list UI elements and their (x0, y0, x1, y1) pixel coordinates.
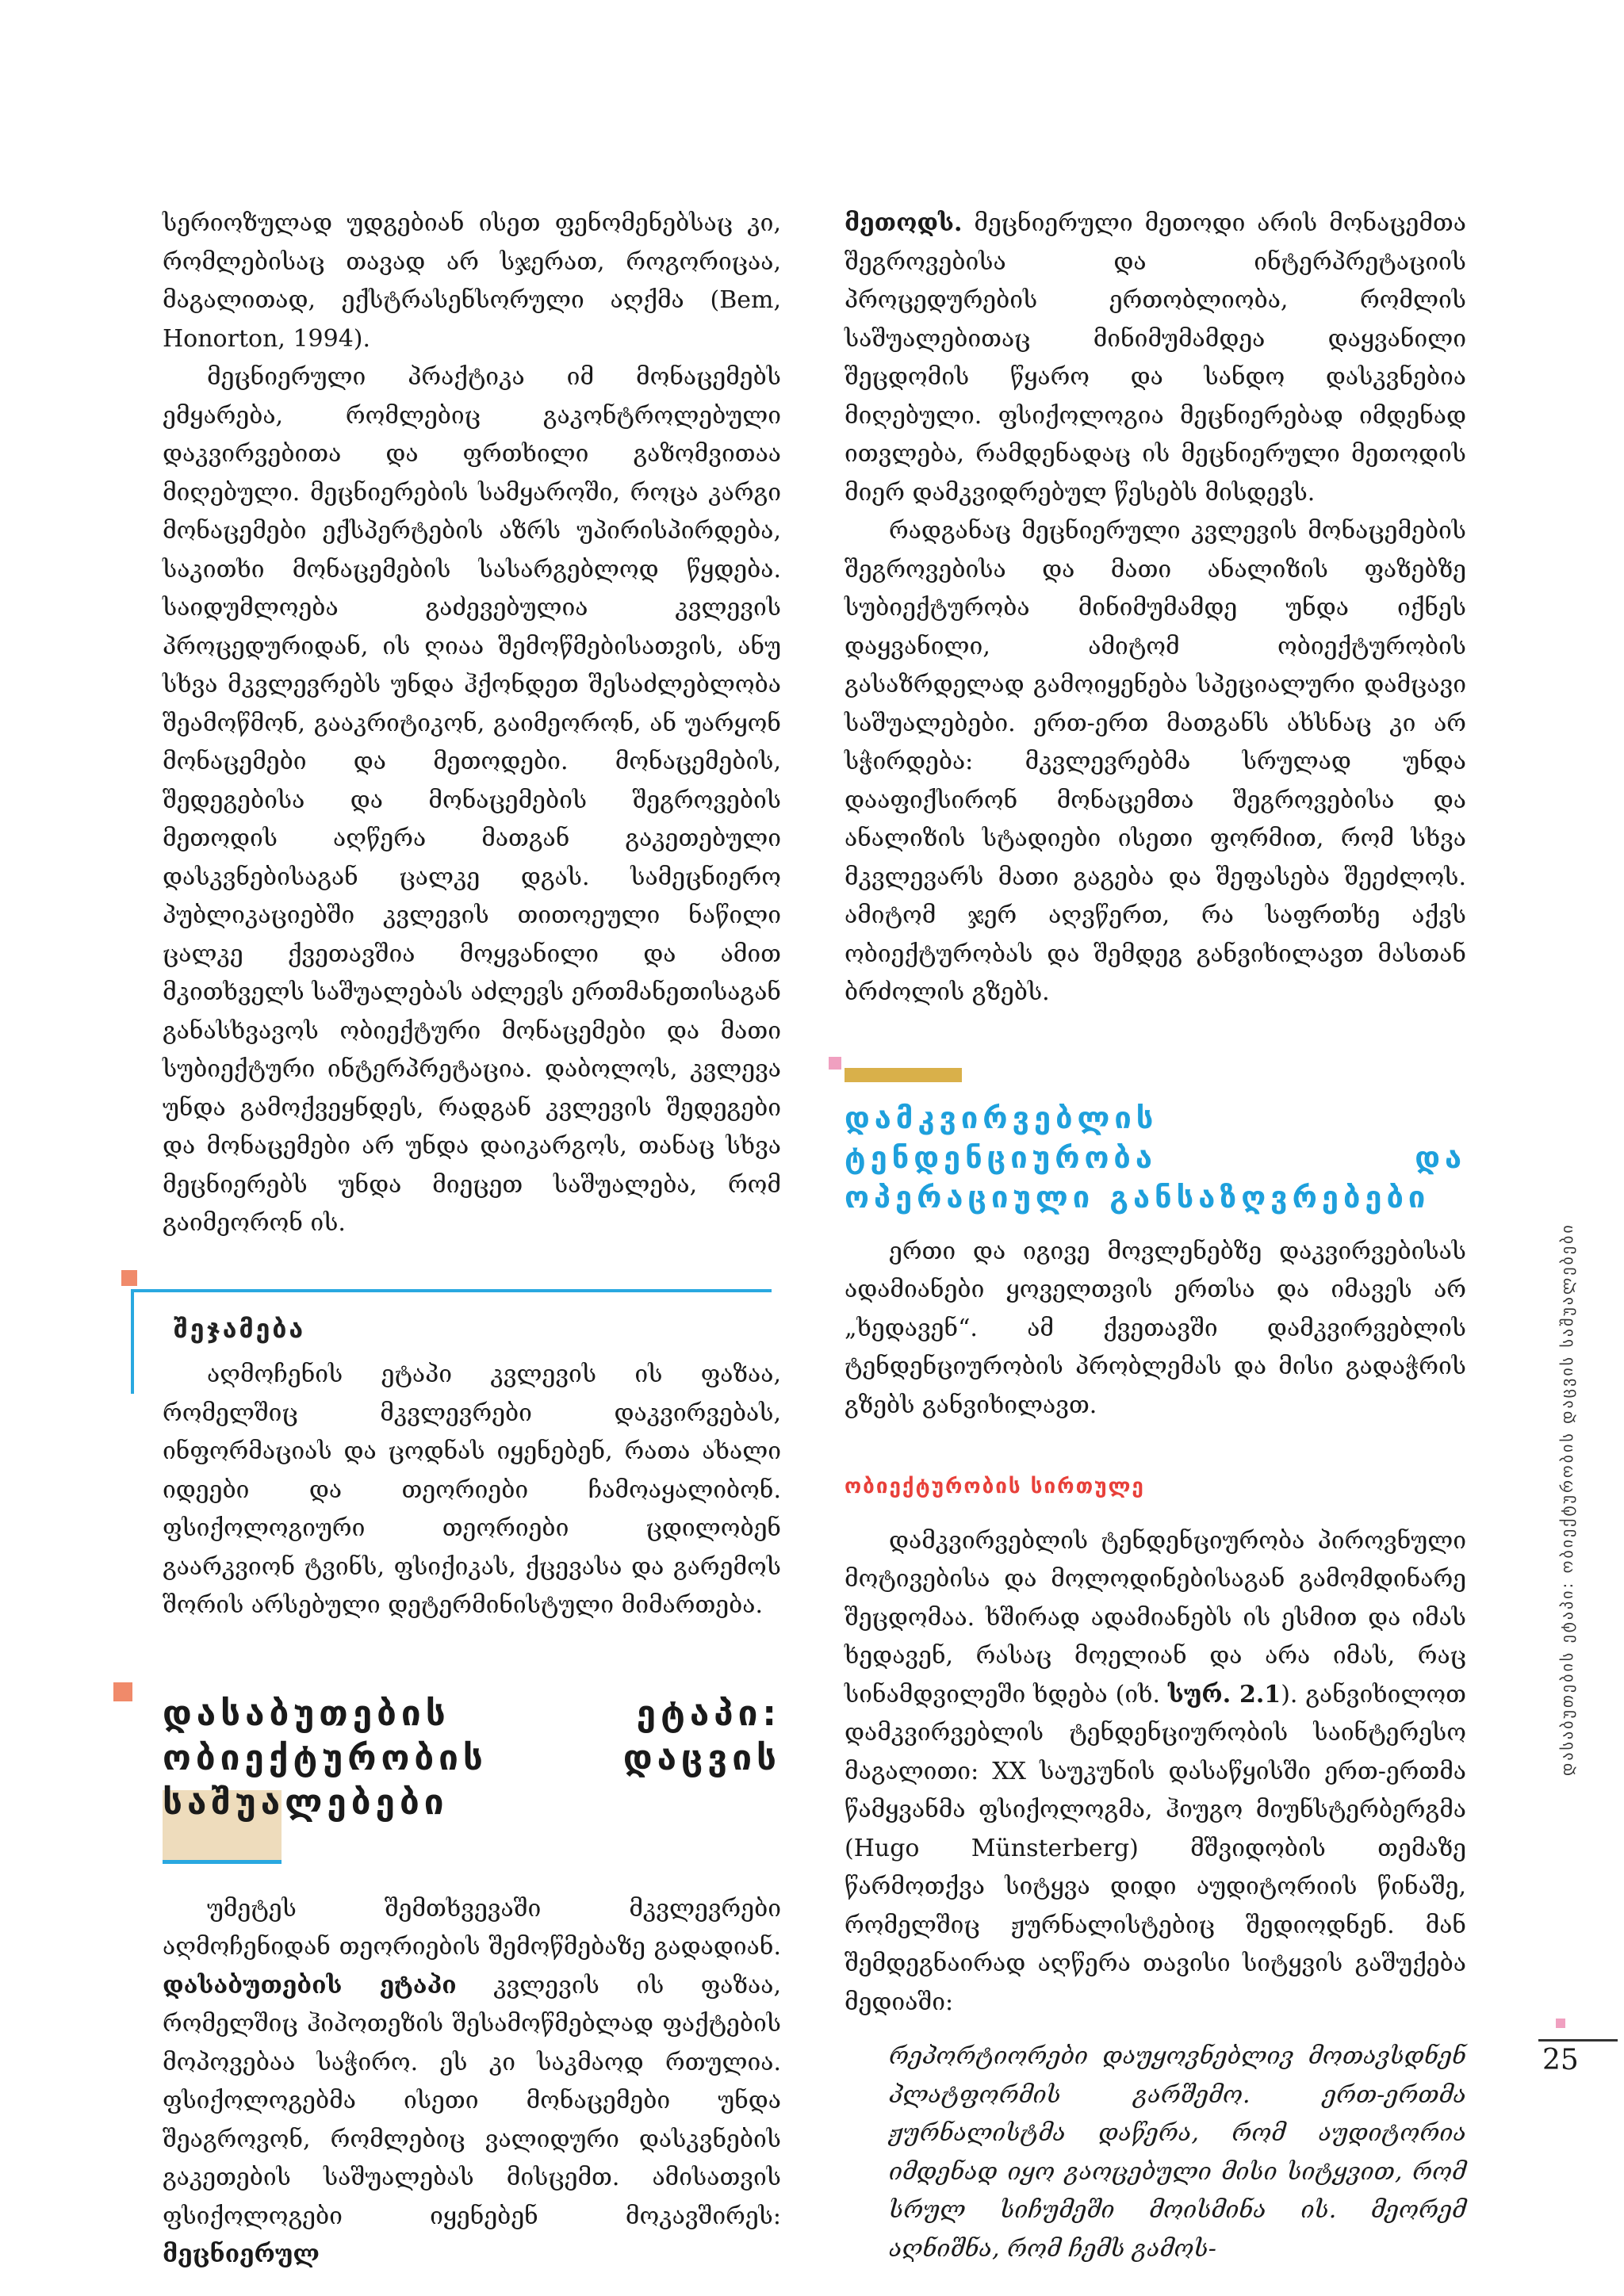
heading-underline (163, 1860, 282, 1864)
bold-term: დასაბუთების ეტაპი (163, 1971, 457, 1999)
summary-box (163, 1289, 781, 1625)
text-run: მეცნიერული მეთოდი არის მონაცემთა შეგროვებისა და ინტერპრეტაციის პროცედურების ერთობლიობა, რომლის საშუალებითაც მინიმუმამდეა დაყვანილი შეცდომის წყარო და სანდო დასკვნებია მიღებული. ფსიქოლოგია მეცნიერებად იმდენად ითვლება, რამდენადაც ის მეცნიერული მეთოდის მიერ დამკვიდრებულ წესებს მისდევს. (845, 209, 1466, 507)
square-marker-icon (121, 1270, 137, 1286)
right-column (845, 205, 1466, 2268)
square-marker-icon (829, 1057, 841, 1070)
box-top-rule (131, 1289, 772, 1292)
summary-title: შეჯამება (174, 1313, 306, 1344)
paragraph (845, 1522, 1466, 2022)
paragraph: მეცნიერული პრაქტიკა იმ მონაცემებს ემყარება, რომლებიც გაკონტროლებული დაკვირვებითა და ფრთხილი გაზომვითაა მიღებული. მეცნიერების სამყაროში, როცა კარგი მონაცემები ექსპერტების აზრს უპირისპირდება, საკითხი მონაცემების სასარგებლოდ წყდება. საიდუმლოება გაძევებულია კვლევის პროცედურიდან, ის ღიაა შემოწმებისათვის, ანუ სხვა მკვლევრებს უნდა ჰქონდეთ შესაძლებლობა შეამოწმონ, გააკრიტიკონ, გაიმეორონ, ან უარყონ მონაცემები და მეთოდები. მონაცემების, შედეგებისა და მონაცემების შეგროვების მეთოდის აღწერა მათგან გაკეთებული დასკვნებისაგან ცალკე დგას. სამეცნიერო პუბლიკაციებში კვლევის თითოეული ნაწილი ცალკე ქვეთავშია მოყვანილი და ამით მკითხველს საშუალებას აძლევს ერთმანეთისაგან განასხვავოს ობიექტური მონაცემები და მათი სუბიექტური ინტერპრეტაცია. დაბოლოს, კვლევა უნდა გამოქვეყნდეს, რადგან კვლევის შედეგები და მონაცემები არ უნდა დაიკარგოს, თანაც სხვა მეცნიერებს უნდა მიეცეთ საშუალება, რომ გაიმეორონ ის. (163, 363, 781, 1237)
page-number: 25 (1542, 2044, 1579, 2076)
bold-term: მეთოდს. (845, 209, 963, 237)
summary-text: აღმოჩენის ეტაპი კვლევის ის ფაზაა, რომელშიც მკვლევრები დაკვირვებას, ინფორმაციას და ცოდნას იყენებენ, რათა ახალი იდეები და თეორიები ჩამოაყალიბონ. ფსიქოლოგიური თეორიები ცდილობენ გაარკვიონ ტვინს, ფსიქიკას, ქცევასა და გარემოს შორის არსებული დეტერმინისტული მიმართება. (163, 1360, 781, 1619)
block-quote: რეპორტიორები დაუყოვნებლივ მოთავსდნენ პლატფორმის გარშემო. ერთ-ერთმა ჟურნალისტმა დაწერა, რომ აუდიტორია იმდენად იყო გაოცებული მისი სიტყვით, რომ სრულ სიჩუმეში მოისმინა ის. მეორემ აღნიშნა, რომ ჩემს გამოს- (889, 2042, 1466, 2263)
box-left-rule (131, 1289, 134, 1394)
section-heading: დამკვირვებლის ტენდენციურობა და ოპერაციული განსაზღვრებები (845, 1100, 1466, 1215)
text-run: ). განვიხილოთ დამკვირვებლის ტენდენციურობის საინტერესო მაგალითი: XX საუკუნის დასაწყისში ერთ-ერთმა წამყვანმა ფსიქოლოგმა, ჰიუგო მიუნსტერბერგმა (Hugo Münsterberg) მშვიდობის თემაზე წარმოთქვა სიტყვა დიდი აუდიტორიის წინაშე, რომელშიც ჟურნალისტებიც შედიოდნენ. მან შემდეგნაირად აღწერა თავისი სიტყვის გაშუქება მედიაში: (845, 1680, 1467, 2016)
left-column (163, 205, 781, 2275)
bold-term: მეცნიერულ (163, 2241, 320, 2268)
text-run: უმეტეს შემთხვევაში მკვლევრები აღმოჩენიდან თეორიების შემოწმებაზე გადადიან. (163, 1894, 781, 1961)
heading-accent-bar (845, 1068, 962, 1082)
square-marker-icon (1556, 2019, 1565, 2028)
paragraph: რადგანაც მეცნიერული კვლევის მონაცემების შეგროვებისა და მათი ანალიზის ფაზებზე სუბიექტურობა მინიმუმამდე უნდა იქნეს დაყვანილი, ამიტომ ობიექტურობის გასაზრდელად გამოიყენება სპეციალური დამცავი საშუალებები. ერთ-ერთ მათგანს ახსნაც კი არ სჭირდება: მკვლევრებმა სრულად უნდა დააფიქსირონ მონაცემთა შეგროვებისა და ანალიზის სტადიები ისეთი ფორმით, რომ სხვა მკვლევარს მათი გაგება და შეფასება შეეძლოს. ამიტომ ჯერ აღვწერთ, რა საფრთხე აქვს ობიექტურობას და შემდეგ განვიხილავთ მასთან ბრძოლის გზებს. (845, 517, 1466, 1006)
section-heading-block (163, 1673, 781, 1871)
paragraph: სერიოზულად უდგებიან ისეთ ფენომენებსაც კი, რომლებისაც თავად არ სჯერათ, როგორიცაა, მაგალითად, ექსტრასენსორული აღქმა (Bem, Honorton, 1994). (163, 209, 781, 353)
paragraph (845, 205, 1466, 512)
page-number-rule (1538, 2039, 1618, 2042)
section-heading: დასაბუთების ეტაპი: ობიექტურობის დაცვის საშუალებები (163, 1693, 781, 1823)
square-marker-icon (113, 1682, 132, 1701)
subheading: ობიექტურობის სირთულე (845, 1475, 1145, 1498)
text-run: კვლევის ის ფაზაა, რომელშიც ჰიპოთეზის შესამოწმებლად ფაქტების მოპოვებაა საჭირო. ეს კი საკმაოდ რთულია. ფსიქოლოგებმა ისეთი მონაცემები უნდა შეაგროვონ, რომლებიც ვალიდური დასკვნების გაკეთების საშუალებას მისცემთ. ამისათვის ფსიქოლოგები იყენებენ მოკავშირეს: (163, 1971, 781, 2230)
text-run: დამკვირვებლის ტენდენციურობა პიროვნული მოტივებისა და მოლოდინებისაგან გამომდინარე შეცდომაა. ხშირად ადამიანებს ის ესმით და იმას ხედავენ, რასაც მოელიან და არა იმას, რაც სინამდვილეში ხდება (იხ. (845, 1526, 1466, 1709)
running-header-text: დასაბუთების ეტაპი: ობიექტურობის დაცვის საშუალებები (1557, 1223, 1576, 1776)
paragraph: ერთი და იგივე მოვლენებზე დაკვირვებისას ადამიანები ყოველთვის ერთსა და იმავეს არ „ხედავენ“. ამ ქვეთავში დამკვირვებლის ტენდენციურობის პრობლემას და მისი გადაჭრის გზებს განვიხილავთ. (845, 1237, 1466, 1419)
running-header (1554, 1223, 1586, 1784)
section-heading-block (845, 1068, 1466, 1217)
figure-ref: სურ. 2.1 (1167, 1680, 1281, 1709)
paragraph (163, 1890, 781, 2275)
